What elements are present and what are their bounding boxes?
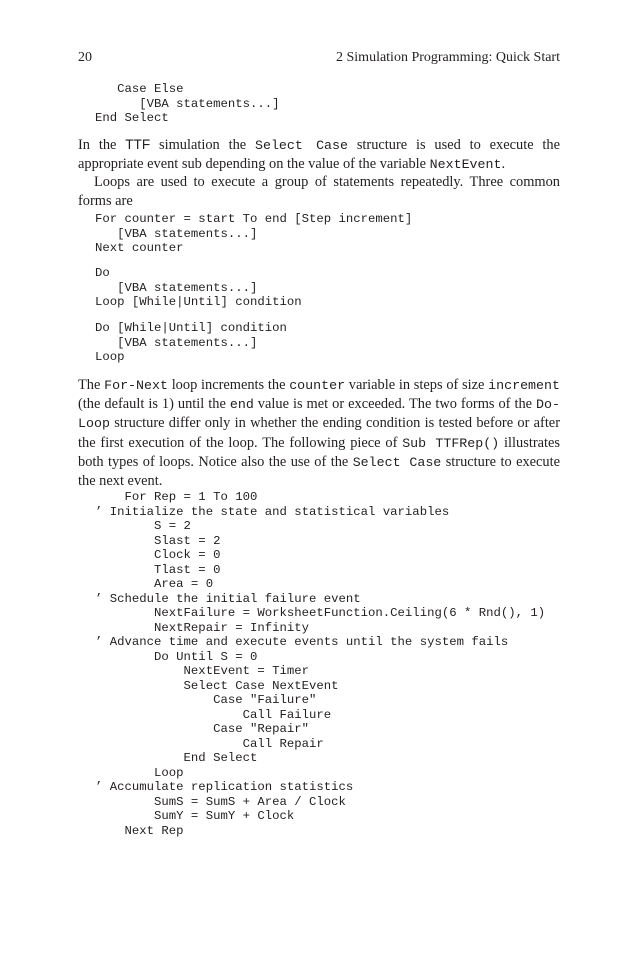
code-for-next: For counter = start To end [Step increment] [VBA statements...] Next counter — [95, 212, 413, 256]
code-ttfrep-listing: For Rep = 1 To 100 ’ Initialize the state and statistical variables S = 2 Slast = 2 Clock = 0 Tlast = 0 Area = 0 ’ Schedule the initial failure event NextFailure = WorksheetFunction.Ceiling(6 * Rnd(), 1) NextRepair = Infinity ’ Advance time and execute events until the system fails Do Until S = 0 NextEvent = Timer Select Case NextEvent Case "Failure" Call Failure Case "Repair" Call Repair End Select Loop ’ Accumulate replication statistics SumS = SumS + Area / Clock SumY = SumY + Clock Next Rep — [95, 490, 546, 838]
code-select-case-tail: Case Else [VBA statements...] End Select — [95, 82, 280, 126]
running-head: 2 Simulation Programming: Quick Start — [336, 50, 560, 65]
code-do-loop-pre: Do [While|Until] condition [VBA statements...] Loop — [95, 321, 287, 365]
paragraph-select-case: In the TTF simulation the Select Case structure is used to execute the appropriate event sub depending on the value of the variable NextEvent. — [78, 137, 561, 173]
code-term-nextevent: NextEvent — [429, 157, 502, 173]
code-term-select-case: Select Case — [254, 138, 348, 153]
paragraph-loops-intro: Loops are used to execute a group of statements repeatedly. Three common forms are — [78, 174, 560, 210]
page-number: 20 — [78, 50, 92, 65]
paragraph-loop-explanation: The For-Next loop increments the counter variable in steps of size increment (the default is 1) until the end value is met or exceeded. The two forms of the Do-Loop structure differ only in whether the ending condition is tested before or after the first execution of the loop. The following piece of Sub TTFRep() illustrates both types of loops. Notice also the use of the Select Case structure to execute the next event. — [78, 377, 561, 490]
ttf-label: TTF — [125, 137, 151, 152]
code-do-loop-post: Do [VBA statements...] Loop [While|Until] condition — [95, 266, 302, 310]
